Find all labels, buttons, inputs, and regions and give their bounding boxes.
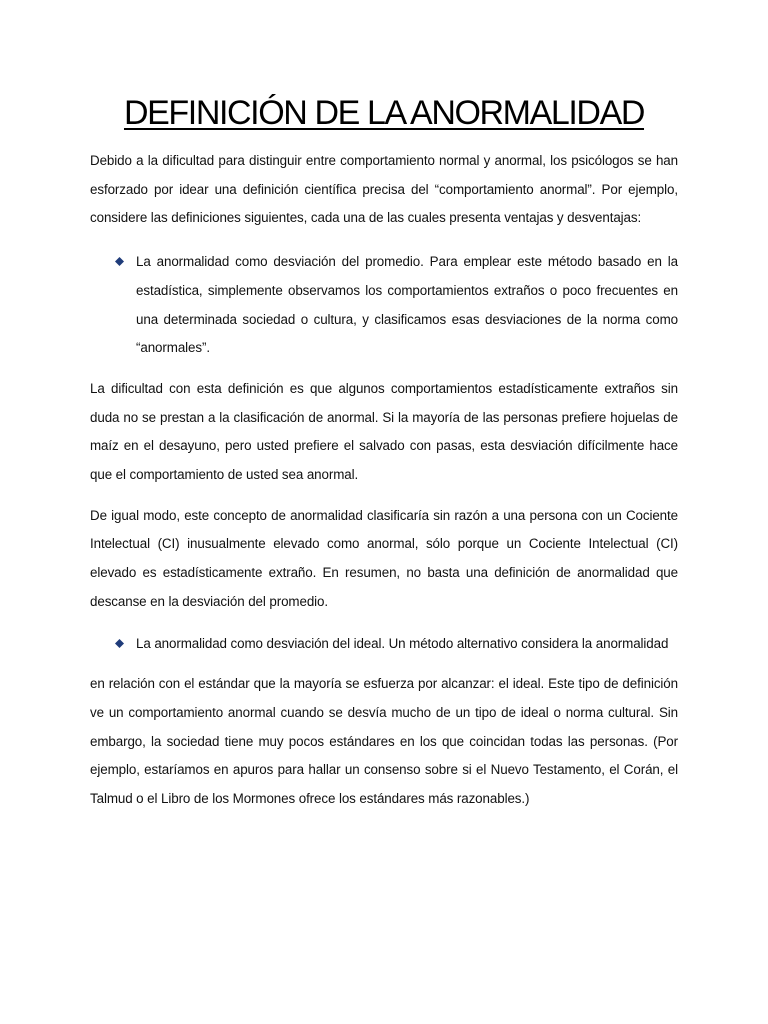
bullet-item-ideal-deviation — [90, 630, 678, 659]
diamond-bullet-icon — [115, 257, 124, 266]
paragraph-intro: Debido a la dificultad para distinguir entre comportamiento normal y anormal, los psicólogos se han esforzado por idear una definición científica precisa del “comportamiento anormal”. Por ejemplo, considere las definiciones siguientes, cada una de las cuales presenta ventajas y desventajas: — [90, 153, 678, 226]
paragraph-iq-example: De igual modo, este concepto de anormalidad clasificaría sin razón a una persona con un Cociente Intelectual (CI) inusualmente elevado como anormal, sólo porque un Cociente Intelectual (CI) elevado es estadísticamente extraño. En resumen, no basta una definición de anormalidad que descanse en la desviación del promedio. — [90, 507, 678, 609]
paragraph-ideal-standard: en relación con el estándar que la mayoría se esfuerza por alcanzar: el ideal. Este tipo de definición ve un comportamiento anormal cuando se desvía mucho de un tipo de ideal o norma cultural. Sin embargo, la sociedad tiene muy pocos estándares en los que coincidan todas las personas. (Por ejemplo, estaríamos en apuros para hallar un consenso sobre si el Nuevo Testamento, el Corán, el Talmud o el Libro de los Mormones ofrece los estándares más razonables.) — [90, 676, 678, 807]
bullet-text: La anormalidad como desviación del ideal. Un método alternativo considera la anormalidad — [136, 635, 669, 651]
page-title: DEFINICIÓN DE LA ANORMALIDAD — [123, 94, 645, 132]
bullet-item-average-deviation — [90, 248, 678, 363]
bullet-text: La anormalidad como desviación del promedio. Para emplear este método basado en la estadística, simplemente observamos los comportamientos extraños o poco frecuentes en una determinada sociedad o cultura, y clasificamos esas desviaciones de la norma como “anormales”. — [136, 254, 678, 356]
paragraph-difficulty: La dificultad con esta definición es que algunos comportamientos estadísticamente extraños sin duda no se prestan a la clasificación de anormal. Si la mayoría de las personas prefiere hojuelas de maíz en el desayuno, pero usted prefiere el salvado con pasas, esta desviación difícilmente hace que el comportamiento de usted sea anormal. — [90, 380, 678, 483]
document-body — [90, 147, 678, 826]
diamond-bullet-icon — [115, 639, 124, 648]
